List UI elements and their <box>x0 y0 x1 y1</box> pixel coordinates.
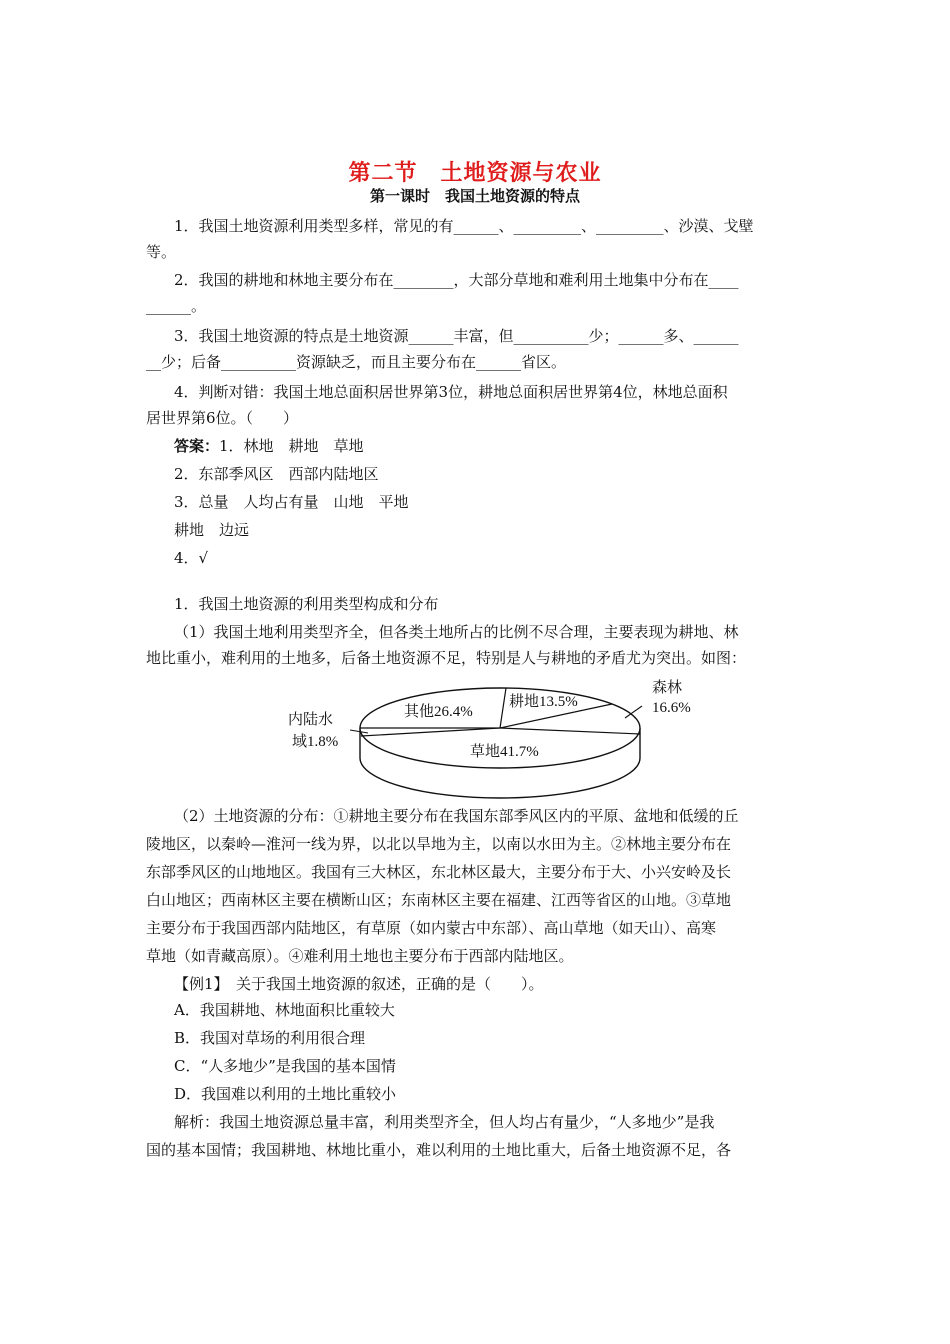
example-stem: 【例1】 关于我国土地资源的叙述，正确的是（ ）。 <box>174 975 544 993</box>
answer-3-continued: 耕地 边远 <box>174 521 250 539</box>
analysis-line-1: 解析：我国土地资源总量丰富，利用类型齐全，但人均占有量少，“人多地少”是我 <box>174 1113 715 1131</box>
slice-label-caodi: 草地41.7% <box>470 744 539 760</box>
question-4-line-2: 居世界第6位。（ ） <box>146 409 299 427</box>
analysis-line-2: 国的基本国情；我国耕地、林地比重小，难以利用的土地比重大，后备土地资源不足，各 <box>146 1141 732 1159</box>
distribution-line-5: 主要分布于我国西部内陆地区，有草原（如内蒙古中东部）、高山草地（如天山）、高寒 <box>146 919 717 937</box>
answer-1: 1．林地 耕地 草地 <box>219 437 364 455</box>
distribution-line-6: 草地（如青藏高原）。④难利用土地也主要分布于西部内陆地区。 <box>146 947 574 965</box>
slice-label-neilu: 内陆水 <box>288 712 334 728</box>
distribution-line-2: 陵地区，以秦岭—淮河一线为界，以北以旱地为主，以南以水田为主。②林地主要分布在 <box>146 835 732 853</box>
question-2-line-2: ______。 <box>146 297 207 315</box>
question-2-line-1: 2．我国的耕地和林地主要分布在________，大部分草地和难利用土地集中分布在____ <box>174 271 739 289</box>
slice-label-gengdi: 耕地13.5% <box>509 694 578 710</box>
section-paragraph-line-2: 地比重小，难利用的土地多，后备土地资源不足，特别是人与耕地的矛盾尤为突出。如图： <box>146 649 747 667</box>
question-4-line-1: 4．判断对错：我国土地总面积居世界第3位，耕地总面积居世界第4位，林地总面积 <box>174 383 728 401</box>
slice-label-senlin: 森林 <box>652 680 683 696</box>
distribution-line-1: （2）土地资源的分布：①耕地主要分布在我国东部季风区内的平原、盆地和低缓的丘 <box>174 807 739 825</box>
answer-3: 3．总量 人均占有量 山地 平地 <box>174 493 409 511</box>
question-1-line-1: 1．我国土地资源利用类型多样，常见的有______、_________、_________、沙漠、戈壁 <box>174 217 754 235</box>
question-3-line-1: 3．我国土地资源的特点是土地资源______丰富，但__________少；______多、______ <box>174 327 739 345</box>
question-1-line-2: 等。 <box>146 243 177 261</box>
option-a: A．我国耕地、林地面积比重较大 <box>174 1001 395 1019</box>
answer-block-1 <box>174 436 364 456</box>
answer-2: 2．东部季风区 西部内陆地区 <box>174 465 379 483</box>
option-d: D．我国难以利用的土地比重较小 <box>174 1085 397 1103</box>
section-heading: 1．我国土地资源的利用类型构成和分布 <box>174 595 439 613</box>
option-b: B．我国对草场的利用很合理 <box>174 1029 366 1047</box>
page-title: 第二节 土地资源与农业 <box>348 161 602 186</box>
slice-label-senlin-pct: 16.6% <box>652 700 691 716</box>
answer-label: 答案： <box>174 437 220 455</box>
land-use-pie-chart <box>270 672 710 802</box>
section-paragraph-line-1: （1）我国土地利用类型齐全，但各类土地所占的比例不尽合理，主要表现为耕地、林 <box>174 623 739 641</box>
slice-label-neilu-pct: 域1.8% <box>292 734 339 750</box>
slice-label-qita: 其他26.4% <box>404 704 473 720</box>
answer-4: 4．√ <box>174 549 209 567</box>
distribution-line-4: 白山地区；西南林区主要在横断山区；东南林区主要在福建、江西等省区的山地。③草地 <box>146 891 732 909</box>
question-3-line-2: __少；后备__________资源缺乏，而且主要分布在______省区。 <box>146 353 567 371</box>
page-subtitle: 第一课时 我国土地资源的特点 <box>369 187 580 205</box>
distribution-line-3: 东部季风区的山地地区。我国有三大林区，东北林区最大，主要分布于大、小兴安岭及长 <box>146 863 732 881</box>
option-c: C．“人多地少”是我国的基本国情 <box>174 1057 396 1075</box>
